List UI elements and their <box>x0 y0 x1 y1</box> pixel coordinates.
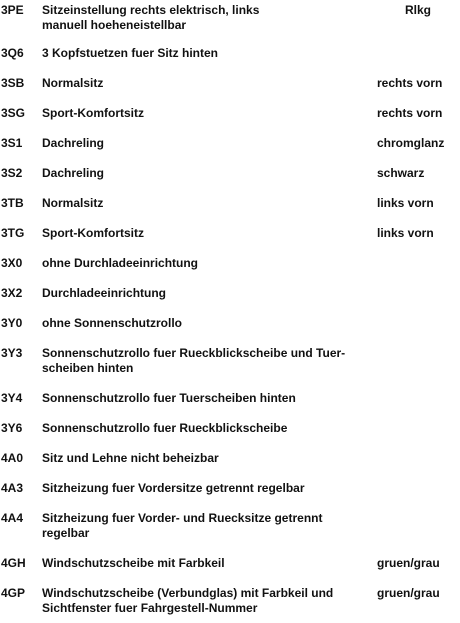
option-code: 4GH <box>1 556 26 570</box>
option-description: Sonnenschutzrollo fuer Rueckblickscheibe <box>42 421 288 435</box>
option-code: 3X2 <box>1 286 23 300</box>
option-description: Windschutzscheibe mit Farbkeil <box>42 556 225 570</box>
option-description: Sitzheizung fuer Vordersitze getrennt regelbar <box>42 481 305 495</box>
option-description: ohne Sonnenschutzrollo <box>42 316 182 330</box>
option-code: 4A4 <box>1 511 24 525</box>
option-code: 3Y0 <box>1 316 23 330</box>
option-spec: links vorn <box>377 196 434 210</box>
option-code: 3SB <box>1 76 25 90</box>
option-description: Sitzeinstellung rechts elektrisch, links manuell hoeheneistellbar <box>42 3 260 32</box>
option-spec: rechts vorn <box>377 76 443 90</box>
option-description: Sport-Komfortsitz <box>42 106 144 120</box>
option-code: 4A0 <box>1 451 24 465</box>
option-description: Dachreling <box>42 136 105 150</box>
option-code: 3Q6 <box>1 46 24 60</box>
option-code: 4A3 <box>1 481 24 495</box>
option-description: Sitzheizung fuer Vorder- und Ruecksitze getrennt regelbar <box>42 511 323 540</box>
option-code: 3PE <box>1 3 24 17</box>
option-code: 3Y3 <box>1 346 23 360</box>
option-spec: chromglanz <box>377 136 445 150</box>
option-code: 4GP <box>1 586 26 600</box>
option-description: Normalsitz <box>42 196 104 210</box>
option-spec: Rlkg <box>405 3 432 17</box>
option-description: Sitz und Lehne nicht beheizbar <box>42 451 219 465</box>
option-spec: gruen/grau <box>377 556 440 570</box>
option-code: 3S1 <box>1 136 23 150</box>
option-code: 3SG <box>1 106 26 120</box>
option-description: Dachreling <box>42 166 105 180</box>
option-description: Normalsitz <box>42 76 104 90</box>
option-description: 3 Kopfstuetzen fuer Sitz hinten <box>42 46 219 60</box>
option-description: Windschutzscheibe (Verbundglas) mit Farbkeil und Sichtfenster fuer Fahrgestell-Nummer <box>42 586 334 615</box>
option-code: 3TG <box>1 226 25 240</box>
option-description: ohne Durchladeeinrichtung <box>42 256 199 270</box>
option-spec: rechts vorn <box>377 106 443 120</box>
option-spec: schwarz <box>377 166 425 180</box>
option-code: 3Y4 <box>1 391 23 405</box>
option-spec: gruen/grau <box>377 586 440 600</box>
option-code: 3TB <box>1 196 24 210</box>
option-description: Sonnenschutzrollo fuer Rueckblickscheibe und Tuer- scheiben hinten <box>42 346 346 375</box>
option-code: 3X0 <box>1 256 23 270</box>
option-code: 3S2 <box>1 166 23 180</box>
option-spec: links vorn <box>377 226 434 240</box>
option-description: Durchladeeinrichtung <box>42 286 167 300</box>
option-description: Sonnenschutzrollo fuer Tuerscheiben hinten <box>42 391 296 405</box>
option-description: Sport-Komfortsitz <box>42 226 144 240</box>
option-code: 3Y6 <box>1 421 23 435</box>
